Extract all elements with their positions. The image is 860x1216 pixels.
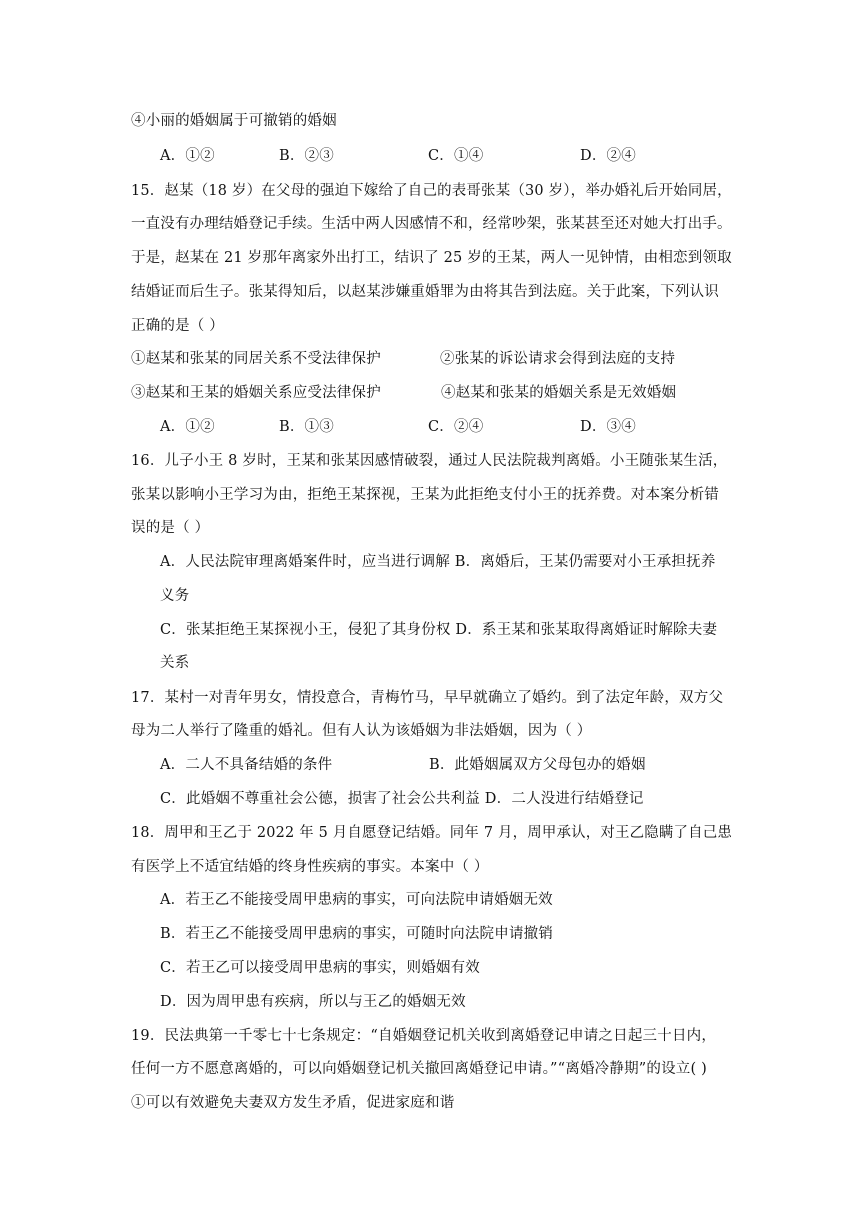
q18-option-a: A．若王乙不能接受周甲患病的事实，可向法院申请婚姻无效	[160, 892, 553, 908]
q15-item-1: ①赵某和张某的同居关系不受法律保护	[131, 351, 381, 367]
q15-option-d: D．③④	[580, 419, 636, 435]
q14-option-c: C．①④	[428, 148, 484, 164]
q18-option-d: D．因为周甲患有疾病，所以与王乙的婚姻无效	[160, 994, 466, 1010]
q19-item-1: ①可以有效避免夫妻双方发生矛盾，促进家庭和谐	[131, 1095, 455, 1111]
q15-option-a: A．①②	[160, 419, 215, 435]
q15-options	[160, 417, 720, 437]
q14-option-a: A．①②	[160, 148, 215, 164]
q14-option-d: D．②④	[580, 148, 636, 164]
q18-option-b: B．若王乙不能接受周甲患病的事实，可随时向法院申请撤销	[160, 926, 554, 942]
q15-option-b: B．①③	[279, 419, 334, 435]
q18-option-c: C．若王乙可以接受周甲患病的事实，则婚姻有效	[160, 960, 480, 976]
q15-items-row-1	[131, 349, 731, 369]
q15-item-4: ④赵某和张某的婚姻关系是无效婚姻	[441, 385, 677, 401]
q18-stem-line-1: 18．周甲和王乙于 2022 年 5 月自愿登记结婚。同年 7 月，周甲承认，对王乙隐瞒了自己患	[131, 825, 733, 841]
q15-stem-line-5: 正确的是（ ）	[131, 318, 225, 334]
q18-stem-line-2: 有医学上不适宜结婚的终身性疾病的事实。本案中（ ）	[131, 859, 489, 875]
q17-options-row-1	[160, 755, 720, 775]
q14-item-4: ④小丽的婚姻属于可撤销的婚姻	[131, 113, 337, 129]
q16-option-d-cont: 关系	[160, 655, 190, 671]
q16-option-c-d: C．张某拒绝王某探视小王，侵犯了其身份权 D．系王某和张某取得离婚证时解除夫妻	[160, 622, 718, 638]
q16-stem-line-1: 16．儿子小王 8 岁时，王某和张某因感情破裂，通过人民法院裁判离婚。小王随张某生活，	[131, 453, 728, 469]
q17-stem-line-1: 17．某村一对青年男女，情投意合，青梅竹马，早早就确立了婚约。到了法定年龄，双方父	[131, 690, 724, 706]
q15-stem-line-4: 结婚证而后生子。张某得知后，以赵某涉嫌重婚罪为由将其告到法庭。关于此案，下列认识	[131, 284, 719, 300]
q17-option-b: B．此婚姻属双方父母包办的婚姻	[429, 757, 646, 773]
q16-stem-line-2: 张某以影响小王学习为由，拒绝王某探视，王某为此拒绝支付小王的抚养费。对本案分析错	[131, 487, 719, 503]
q16-option-b-cont: 义务	[160, 588, 190, 604]
q15-option-c: C．②④	[428, 419, 484, 435]
q16-stem-line-3: 误的是（ ）	[131, 520, 210, 536]
q15-stem-line-1: 15．赵某（18 岁）在父母的强迫下嫁给了自己的表哥张某（30 岁），举办婚礼后开始同居，	[131, 183, 732, 199]
q15-items-row-2	[131, 383, 731, 403]
q14-options	[160, 146, 720, 166]
q19-stem-line-1: 19．民法典第一千零七十七条规定：“自婚姻登记机关收到离婚登记申请之日起三十日内，	[131, 1028, 717, 1044]
q14-option-b: B．②③	[279, 148, 334, 164]
q15-stem-line-3: 于是，赵某在 21 岁那年离家外出打工，结识了 25 岁的王某，两人一见钟情，由相恋到领取	[131, 250, 732, 266]
q17-stem-line-2: 母为二人举行了隆重的婚礼。但有人认为该婚姻为非法婚姻，因为（ ）	[131, 723, 592, 739]
q15-item-3: ③赵某和王某的婚姻关系应受法律保护	[131, 385, 381, 401]
q16-option-a-b: A．人民法院审理离婚案件时，应当进行调解 B．离婚后，王某仍需要对小王承担抚养	[160, 554, 716, 570]
q19-stem-line-2: 任何一方不愿意离婚的，可以向婚姻登记机关撤回离婚登记申请。”“离婚冷静期”的设立( )	[131, 1061, 708, 1077]
q17-options-row-2: C．此婚姻不尊重社会公德，损害了社会公共利益 D．二人没进行结婚登记	[160, 791, 644, 807]
q17-option-a: A．二人不具备结婚的条件	[160, 757, 333, 773]
q15-item-2: ②张某的诉讼请求会得到法庭的支持	[440, 351, 676, 367]
q15-stem-line-2: 一直没有办理结婚登记手续。生活中两人因感情不和，经常吵架，张某甚至还对她大打出手。	[131, 216, 732, 232]
